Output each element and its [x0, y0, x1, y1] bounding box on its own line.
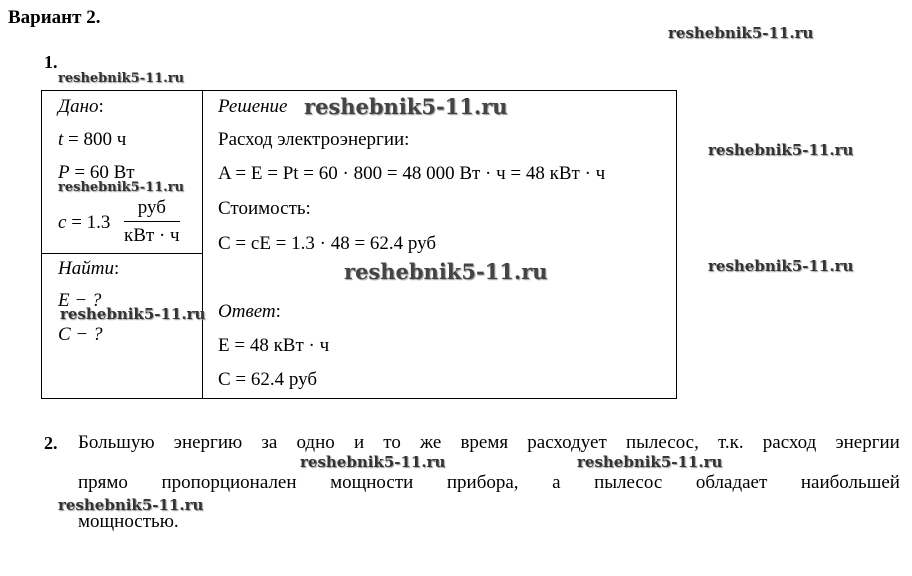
watermark: reshebnik5-11.ru [304, 94, 508, 119]
word: пылесос, [625, 432, 699, 453]
tariff-numerator: руб [124, 197, 180, 222]
word: и [353, 432, 365, 453]
problem-2-number: 2. [44, 433, 58, 453]
word: мощности [330, 472, 414, 493]
tariff-denominator: кВт · ч [124, 225, 180, 246]
find-energy: E − ? [58, 290, 102, 311]
word: время [460, 432, 509, 453]
word: пылесос [594, 472, 663, 493]
word: то [383, 432, 401, 453]
table-divider-horizontal [41, 253, 203, 254]
tariff-fraction [124, 197, 180, 247]
given-label: Дано: [58, 96, 104, 117]
watermark: reshebnik5-11.ru [708, 141, 854, 159]
word: наибольшей [800, 472, 900, 493]
problem-2-line-2 [78, 472, 900, 494]
watermark: reshebnik5-11.ru [708, 257, 854, 275]
find-label: Найти: [58, 258, 120, 279]
cost-heading: Стоимость: [218, 198, 311, 219]
word: пропорционален [161, 472, 297, 493]
watermark: reshebnik5-11.ru [577, 453, 723, 471]
energy-formula: A = E = Pt = 60 · 800 = 48 000 Вт · ч = 48 кВт · ч [218, 163, 606, 184]
solution-label: Решение [218, 96, 288, 117]
watermark: reshebnik5-11.ru [58, 71, 185, 86]
word: прибора, [446, 472, 519, 493]
word: расходует [527, 432, 607, 453]
consumption-heading: Расход электроэнергии: [218, 129, 410, 150]
variant-heading: Вариант 2. [8, 7, 101, 28]
watermark: reshebnik5-11.ru [668, 24, 814, 42]
problem-2-line-1 [78, 432, 900, 454]
watermark: reshebnik5-11.ru [300, 453, 446, 471]
given-tariff: c = 1.3 [58, 212, 111, 233]
answer-energy: E = 48 кВт · ч [218, 335, 330, 356]
cost-formula: C = cE = 1.3 · 48 = 62.4 руб [218, 233, 437, 254]
problem-1-number: 1. [44, 52, 58, 72]
word: энергии [835, 432, 900, 453]
given-time: t = 800 ч [58, 129, 127, 150]
word: а [552, 472, 561, 493]
word: прямо [78, 472, 128, 493]
watermark: reshebnik5-11.ru [344, 259, 548, 284]
watermark: reshebnik5-11.ru [58, 180, 185, 195]
answer-cost: C = 62.4 руб [218, 369, 318, 390]
word: же [419, 432, 442, 453]
word: обладает [695, 472, 768, 493]
given-power: P = 60 Вт [58, 162, 135, 183]
word: т.к. [718, 432, 744, 453]
word: энергию [173, 432, 243, 453]
answer-label: Ответ: [218, 301, 281, 322]
table-divider-vertical [202, 90, 203, 398]
watermark: reshebnik5-11.ru [60, 305, 206, 323]
watermark: reshebnik5-11.ru [58, 496, 204, 514]
find-cost: C − ? [58, 324, 103, 345]
word: за [261, 432, 278, 453]
word: Большую [78, 432, 155, 453]
problem-2-line-3: мощностью. [78, 511, 179, 532]
word: одно [296, 432, 335, 453]
word: расход [762, 432, 817, 453]
